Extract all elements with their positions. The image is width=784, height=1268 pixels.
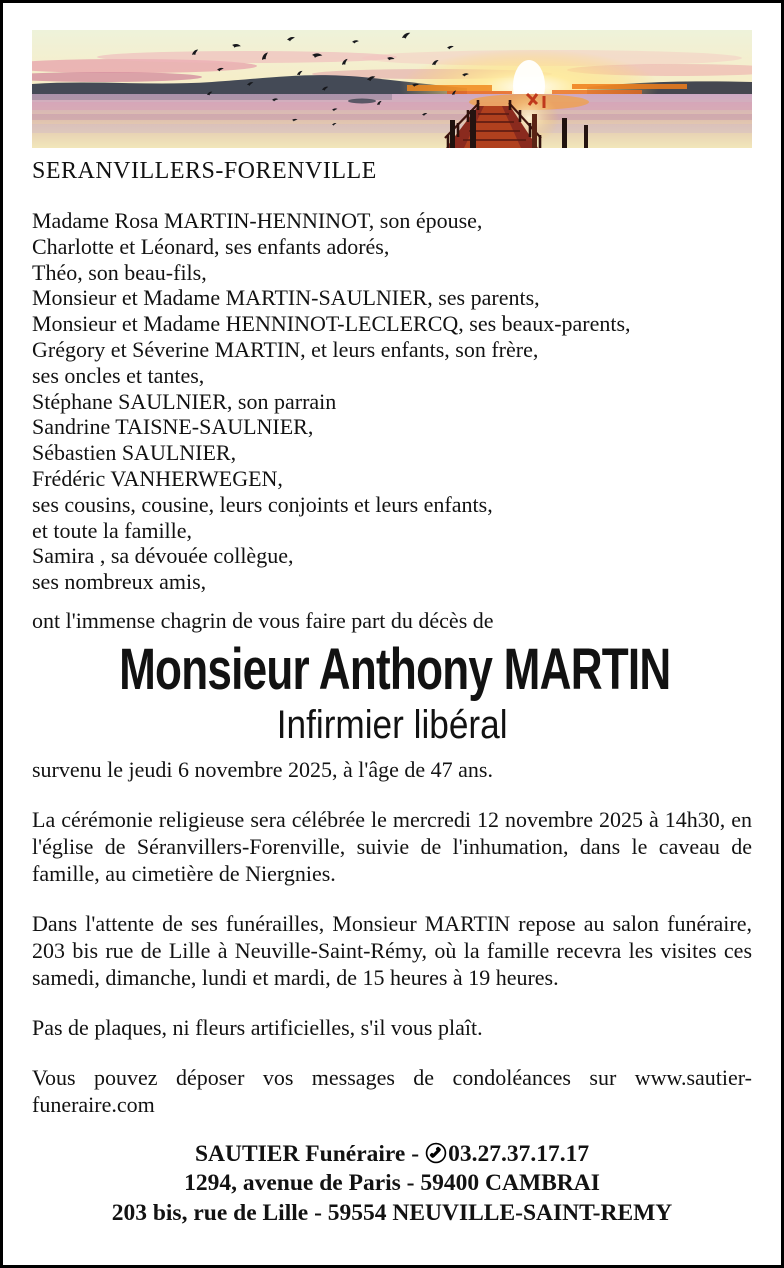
family-line: Stéphane SAULNIER, son parrain xyxy=(32,388,337,414)
address-cambrai: 1294, avenue de Paris - 59400 CAMBRAI xyxy=(184,1170,600,1197)
phone-circle-icon xyxy=(425,1142,447,1164)
commune-name: SERANVILLERS-FORENVILLE xyxy=(32,158,377,184)
condolences-text: Vous pouvez déposer vos messages de condoléances sur xyxy=(32,1064,617,1090)
family-line: ses oncles et tantes, xyxy=(32,362,205,388)
condolences-paragraph xyxy=(32,1064,752,1118)
visitation-paragraph: Dans l'attente de ses funérailles, Monsieur MARTIN repose au salon funéraire, 203 bis rue de Lille à Neuville-Saint-Rémy, où la famille recevra les visites ces samedi, dimanche, lundi et mardi, de 15 heures à 19 heures. xyxy=(32,910,752,990)
family-line: Sandrine TAISNE-SAULNIER, xyxy=(32,414,314,440)
phone-number: 03.27.37.17.17 xyxy=(448,1140,590,1167)
family-line: Sébastien SAULNIER, xyxy=(32,440,237,466)
deceased-profession: Infirmier libéral xyxy=(276,702,508,747)
family-line: ses nombreux amis, xyxy=(32,569,207,595)
family-line: Charlotte et Léonard, ses enfants adorés, xyxy=(32,233,390,259)
announcement-intro: ont l'immense chagrin de vous faire part du décès de xyxy=(32,607,494,633)
website-link[interactable]: www.sautier-funeraire.com xyxy=(32,1064,752,1117)
family-line: Frédéric VANHERWEGEN, xyxy=(32,465,283,491)
funeral-home-footer xyxy=(32,1140,752,1229)
no-flowers-line: Pas de plaques, ni fleurs artificielles, s'il vous plaît. xyxy=(32,1014,483,1040)
family-line: Madame Rosa MARTIN-HENNINOT, son épouse, xyxy=(32,208,483,233)
header-photo xyxy=(32,30,752,148)
company-name: SAUTIER Funéraire - xyxy=(194,1140,420,1167)
family-list xyxy=(32,208,752,595)
ceremony-paragraph: La cérémonie religieuse sera célébrée le mercredi 12 novembre 2025 à 14h30, en l'église de Séranvillers-Forenville, suivie de l'inhumation, dans le caveau de famille, au cimetière de Niergnies. xyxy=(32,806,752,886)
company-phone-line xyxy=(32,1140,752,1170)
family-line: Théo, son beau-fils, xyxy=(32,259,207,285)
deceased-name: Monsieur Anthony MARTIN xyxy=(119,636,671,702)
address-neuville: 203 bis, rue de Lille - 59554 NEUVILLE-SAINT-REMY xyxy=(111,1199,673,1226)
family-line: et toute la famille, xyxy=(32,517,193,543)
family-line: ses cousins, cousine, leurs conjoints et leurs enfants, xyxy=(32,491,493,517)
family-line: Grégory et Séverine MARTIN, et leurs enfants, son frère, xyxy=(32,336,539,362)
family-line: Monsieur et Madame MARTIN-SAULNIER, ses parents, xyxy=(32,285,540,311)
death-date-line: survenu le jeudi 6 novembre 2025, à l'âge de 47 ans. xyxy=(32,756,493,782)
family-line: Samira , sa dévouée collègue, xyxy=(32,543,294,569)
family-line: Monsieur et Madame HENNINOT-LECLERCQ, ses beaux-parents, xyxy=(32,311,631,337)
